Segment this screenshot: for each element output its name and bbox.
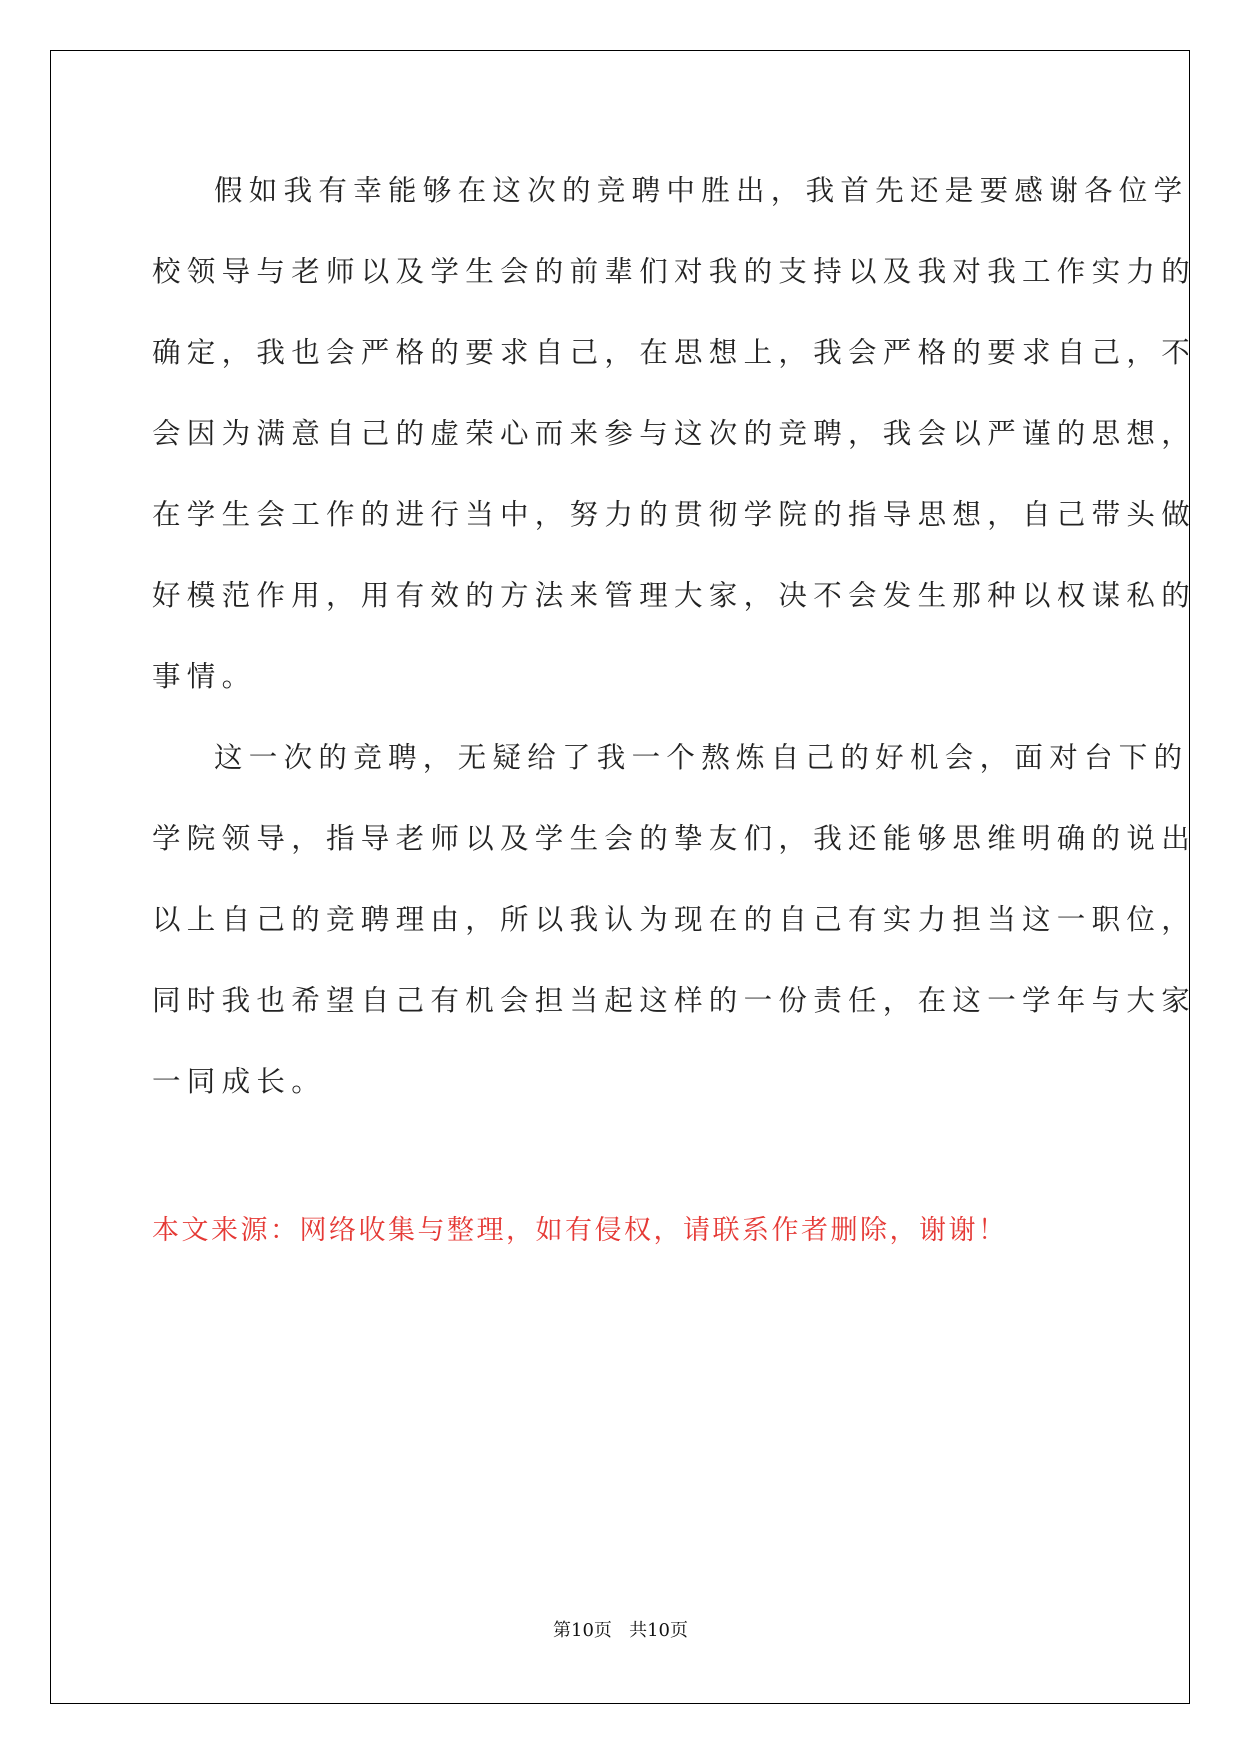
page-number-footer: 第10页 共10页 [553, 1620, 688, 1641]
document-body [152, 150, 1197, 1122]
source-note: 本文来源：网络收集与整理，如有侵权，请联系作者删除，谢谢！ [152, 1215, 1008, 1246]
paragraph-1 [152, 150, 1197, 717]
text-line: 同时我也希望自己有机会担当起这样的一份责任，在这一学年与大家 [152, 984, 1197, 1017]
text-line: 一同成长。 [152, 1065, 327, 1098]
text-line: 确定，我也会严格的要求自己，在思想上，我会严格的要求自己，不 [152, 336, 1197, 369]
text-line: 假如我有幸能够在这次的竞聘中胜出，我首先还是要感谢各位学 [214, 174, 1189, 207]
text-line: 会因为满意自己的虚荣心而来参与这次的竞聘，我会以严谨的思想， [152, 417, 1197, 450]
text-line: 这一次的竞聘，无疑给了我一个熬炼自己的好机会，面对台下的 [214, 741, 1189, 774]
text-line: 学院领导，指导老师以及学生会的挚友们，我还能够思维明确的说出 [152, 822, 1197, 855]
text-line: 好模范作用，用有效的方法来管理大家，决不会发生那种以权谋私的 [152, 579, 1197, 612]
text-line: 事情。 [152, 660, 257, 693]
text-line: 在学生会工作的进行当中，努力的贯彻学院的指导思想，自己带头做 [152, 498, 1197, 531]
text-line: 校领导与老师以及学生会的前辈们对我的支持以及我对我工作实力的 [152, 255, 1197, 288]
text-line: 以上自己的竞聘理由，所以我认为现在的自己有实力担当这一职位， [152, 903, 1197, 936]
paragraph-2 [152, 717, 1197, 1122]
